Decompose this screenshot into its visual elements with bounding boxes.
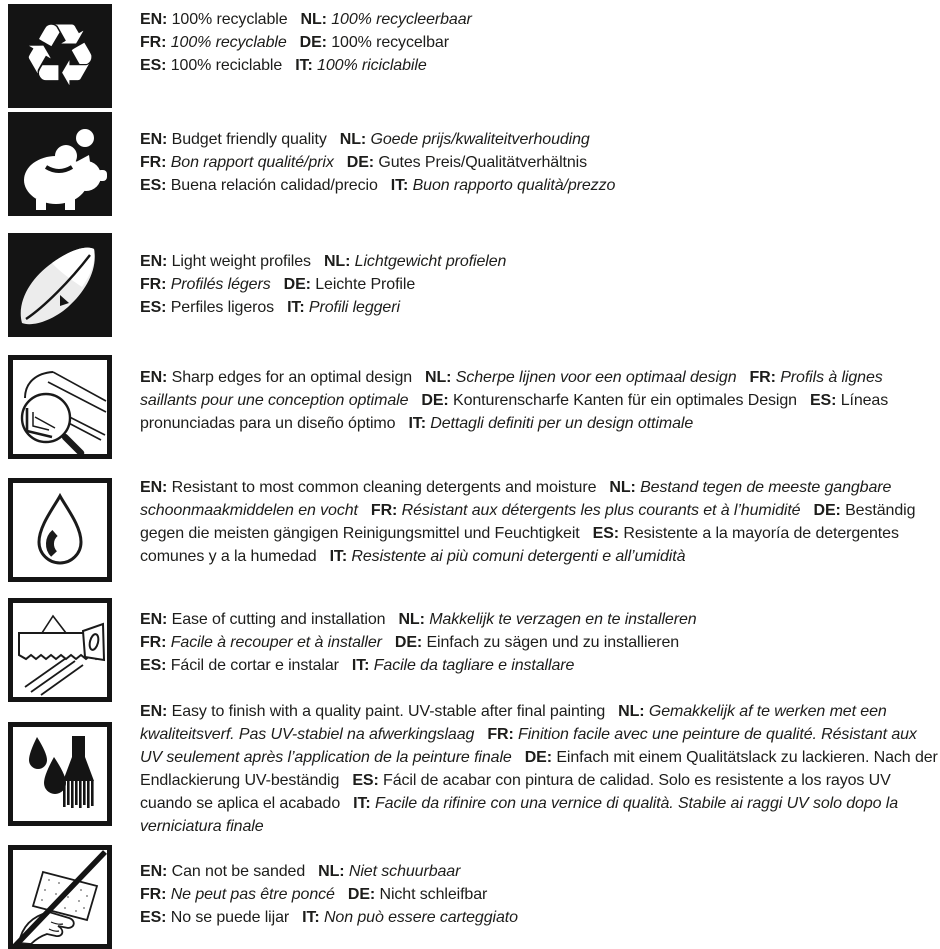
piggy-bank-icon: [8, 112, 112, 216]
lang-label: IT:: [353, 795, 371, 812]
lang-label: EN:: [140, 253, 168, 270]
lang-text: Einfach zu sägen und zu installieren: [426, 634, 680, 651]
lang-segment: [287, 299, 400, 316]
feature-text: [140, 128, 938, 197]
lang-text: Résistant aux détergents les plus courants et à l’humidité: [401, 502, 801, 519]
lang-text: Resistente a la mayoría de detergentes comunes y a la humedad: [140, 525, 899, 565]
lang-segment: [300, 34, 449, 51]
lang-label: ES:: [140, 57, 167, 74]
lang-label: FR:: [140, 276, 167, 293]
lang-text: Profils à lignes saillants pour une conception optimale: [140, 369, 883, 409]
lang-label: IT:: [287, 299, 305, 316]
lang-text: Facile da rifinire con una vernice di qualità. Stabile ai raggi UV solo dopo la verniciatura finale: [140, 795, 899, 835]
lang-text: No se puede lijar: [170, 909, 290, 926]
lang-segment: [398, 611, 696, 628]
lang-label: NL:: [398, 611, 425, 628]
feature-text: [140, 860, 938, 929]
lang-label: NL:: [300, 11, 327, 28]
lang-label: DE:: [421, 392, 449, 409]
lang-segment: [284, 276, 416, 293]
lang-segment: [140, 253, 311, 270]
lang-label: IT:: [295, 57, 313, 74]
lang-label: EN:: [140, 131, 168, 148]
lang-text: Gemakkelijk af te werken met een kwaliteitsverf. Pas UV-stabiel na afwerkingslaag: [140, 703, 887, 743]
lang-text: 100% recyclable: [171, 11, 288, 28]
feature-text: [140, 8, 938, 77]
lang-text: Easy to finish with a quality paint. UV-stable after final painting: [171, 703, 606, 720]
lang-text: Bon rapport qualité/prix: [170, 154, 334, 171]
lang-label: DE:: [347, 886, 376, 903]
lang-label: IT:: [302, 909, 320, 926]
lang-label: IT:: [390, 177, 409, 194]
lang-segment: [330, 548, 686, 565]
lang-segment: [140, 11, 288, 28]
lang-text: Buon rapporto qualità/prezzo: [412, 177, 616, 194]
lang-text: 100% recycelbar: [331, 34, 449, 51]
lang-text: Einfach mit einem Qualitätslack zu lackieren. Nach der Endlackierung UV-beständig: [140, 749, 938, 789]
lang-text: Niet schuurbaar: [348, 863, 461, 880]
lang-text: Profilés légers: [170, 276, 271, 293]
lang-segment: [140, 177, 378, 194]
lang-text: 100% recycleerbaar: [331, 11, 472, 28]
lang-segment: [301, 11, 472, 28]
lang-label: ES:: [140, 909, 167, 926]
lang-label: DE:: [524, 749, 552, 766]
lang-label: DE:: [346, 154, 375, 171]
lang-text: Fácil de cortar e instalar: [170, 657, 339, 674]
lang-segment: [340, 131, 590, 148]
lang-label: ES:: [140, 299, 167, 316]
lang-text: Resistente ai più comuni detergenti e all’umidità: [351, 548, 686, 565]
lang-text: Finition facile avec une peinture de qualité. Résistant aux UV seulement après l’application de la peinture finale: [140, 726, 917, 766]
lang-label: FR:: [749, 369, 776, 386]
lang-text: Profili leggeri: [308, 299, 400, 316]
lang-label: FR:: [370, 502, 398, 519]
lang-label: DE:: [283, 276, 311, 293]
lang-label: ES:: [809, 392, 837, 409]
lang-label: ES:: [140, 657, 167, 674]
lang-segment: [140, 479, 596, 496]
lang-segment: [140, 909, 289, 926]
lang-label: NL:: [318, 863, 345, 880]
lang-segment: [140, 703, 605, 720]
feature-text: [140, 476, 938, 568]
lang-label: ES:: [592, 525, 620, 542]
lang-label: DE:: [394, 634, 423, 651]
lang-text: Nicht schleifbar: [379, 886, 488, 903]
lang-text: Líneas pronunciadas para un diseño óptimo: [140, 392, 889, 432]
lang-segment: [140, 276, 271, 293]
lang-text: Can not be sanded: [171, 863, 306, 880]
lang-text: Konturenscharfe Kanten für ein optimales Design: [453, 392, 797, 409]
lang-text: Goede prijs/kwaliteitverhouding: [370, 131, 590, 148]
lang-segment: [140, 886, 335, 903]
lang-text: Budget friendly quality: [171, 131, 327, 148]
lang-label: EN:: [140, 863, 168, 880]
lang-text: Facile da tagliare e installare: [373, 657, 575, 674]
lang-label: ES:: [140, 177, 167, 194]
lang-segment: [352, 657, 574, 674]
lang-label: NL:: [339, 131, 367, 148]
lang-segment: [140, 369, 412, 386]
feature-text: [140, 250, 938, 319]
lang-label: EN:: [140, 703, 168, 720]
lang-text: Facile à recouper et à installer: [170, 634, 382, 651]
lang-segment: [140, 657, 339, 674]
lang-text: Sharp edges for an optimal design: [171, 369, 413, 386]
lang-segment: [140, 34, 287, 51]
lang-text: Ease of cutting and installation: [171, 611, 386, 628]
lang-segment: [140, 299, 274, 316]
lang-label: FR:: [140, 886, 167, 903]
lang-label: NL:: [618, 703, 645, 720]
lang-text: 100% reciclable: [170, 57, 283, 74]
lang-text: 100% riciclabile: [317, 57, 427, 74]
lang-text: Beständig gegen die meisten gängigen Reinigungsmittel und Feuchtigkeit: [140, 502, 916, 542]
lang-segment: [425, 369, 736, 386]
lang-label: IT:: [408, 415, 426, 432]
lang-segment: [140, 154, 334, 171]
saw-icon: [8, 598, 112, 702]
lang-segment: [421, 392, 797, 409]
lang-text: Leichte Profile: [315, 276, 416, 293]
lang-label: IT:: [351, 657, 370, 674]
lang-text: Fácil de acabar con pintura de calidad. Solo es resistente a los rayos UV cuando se aplica el acabado: [140, 772, 891, 812]
lang-text: 100% recyclable: [170, 34, 287, 51]
lang-text: Light weight profiles: [171, 253, 311, 270]
lang-segment: [318, 863, 460, 880]
lang-label: EN:: [140, 611, 168, 628]
lang-segment: [140, 57, 282, 74]
lang-text: Lichtgewicht profielen: [354, 253, 507, 270]
lang-segment: [140, 131, 327, 148]
lang-text: Dettagli definiti per un design ottimale: [430, 415, 694, 432]
lang-segment: [295, 57, 426, 74]
lang-label: FR:: [487, 726, 514, 743]
lang-segment: [302, 909, 518, 926]
lang-text: Gutes Preis/Qualitätverhältnis: [378, 154, 588, 171]
lang-text: Bestand tegen de meeste gangbare schoonmaakmiddelen en vocht: [140, 479, 892, 519]
lang-segment: [347, 154, 587, 171]
lang-text: Resistant to most common cleaning detergents and moisture: [171, 479, 597, 496]
feather-icon: [8, 233, 112, 337]
lang-label: EN:: [140, 11, 168, 28]
lang-text: Ne peut pas être poncé: [170, 886, 335, 903]
lang-segment: [140, 863, 305, 880]
water-drop-icon: [8, 478, 112, 582]
lang-segment: [408, 415, 693, 432]
lang-label: EN:: [140, 369, 168, 386]
lang-text: Buena relación calidad/precio: [170, 177, 378, 194]
lang-segment: [395, 634, 679, 651]
lang-label: DE:: [299, 34, 327, 51]
lang-segment: [140, 611, 385, 628]
lang-segment: [324, 253, 506, 270]
lang-label: FR:: [140, 154, 167, 171]
lang-segment: [348, 886, 487, 903]
lang-label: NL:: [323, 253, 351, 270]
recycle-glyph: ♻: [21, 6, 99, 106]
feature-text: [140, 608, 938, 677]
lang-text: Perfiles ligeros: [170, 299, 275, 316]
lang-label: FR:: [140, 34, 167, 51]
lang-label: EN:: [140, 479, 168, 496]
lang-label: IT:: [329, 548, 348, 565]
lang-segment: [391, 177, 616, 194]
lang-text: Scherpe lijnen voor een optimaal design: [455, 369, 737, 386]
feature-text: [140, 700, 938, 838]
sharp-edges-icon: [8, 355, 112, 459]
lang-label: ES:: [352, 772, 379, 789]
feature-text: [140, 366, 938, 435]
lang-segment: [371, 502, 801, 519]
lang-segment: [140, 634, 382, 651]
no-sanding-icon: [8, 845, 112, 949]
lang-label: DE:: [813, 502, 841, 519]
lang-text: Makkelijk te verzagen en te installeren: [429, 611, 697, 628]
lang-label: NL:: [609, 479, 636, 496]
lang-label: NL:: [425, 369, 452, 386]
paint-brush-icon: [8, 722, 112, 826]
lang-label: FR:: [140, 634, 167, 651]
recycle-icon: [8, 4, 112, 108]
lang-text: Non può essere carteggiato: [323, 909, 518, 926]
